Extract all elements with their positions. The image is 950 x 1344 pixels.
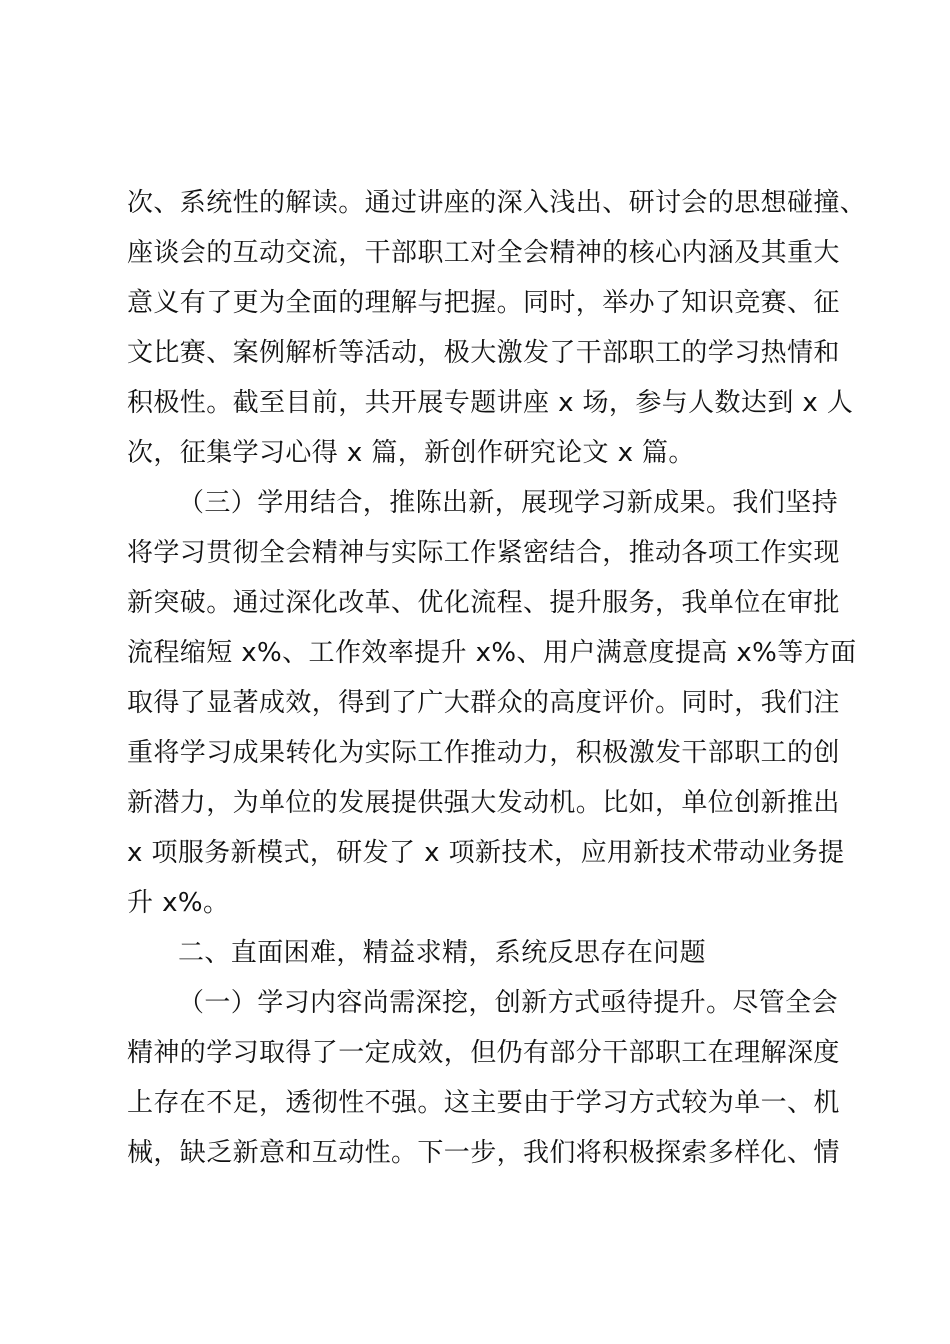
paragraph-heading-line: （一）学习内容尚需深挖，创新方式亟待提升。尽管全会	[178, 988, 839, 1018]
text-line: 次、系统性的解读。通过讲座的深入浅出、研讨会的思想碰撞、	[127, 188, 867, 218]
text-line: 新潜力，为单位的发展提供强大发动机。比如，单位创新推出	[127, 788, 840, 818]
text-line: 械，缺乏新意和互动性。下一步，我们将积极探索多样化、情	[127, 1138, 840, 1168]
text-line: 升 x%。	[127, 888, 230, 918]
text-line: 座谈会的互动交流，干部职工对全会精神的核心内涵及其重大	[127, 238, 840, 268]
text-line: 积极性。截至目前，共开展专题讲座 x 场，参与人数达到 x 人	[127, 388, 854, 418]
text-line: 取得了显著成效，得到了广大群众的高度评价。同时，我们注	[127, 688, 840, 718]
section-heading: 二、直面困难，精益求精，系统反思存在问题	[178, 938, 707, 968]
text-line: 文比赛、案例解析等活动，极大激发了干部职工的学习热情和	[127, 338, 840, 368]
text-line: 意义有了更为全面的理解与把握。同时，举办了知识竞赛、征	[127, 288, 840, 318]
text-line: 流程缩短 x%、工作效率提升 x%、用户满意度提高 x%等方面	[127, 638, 857, 668]
text-line: 精神的学习取得了一定成效，但仍有部分干部职工在理解深度	[127, 1038, 840, 1068]
text-line: 上存在不足，透彻性不强。这主要由于学习方式较为单一、机	[127, 1088, 840, 1118]
paragraph-heading-line: （三）学用结合，推陈出新，展现学习新成果。我们坚持	[178, 488, 839, 518]
text-line: 新突破。通过深化改革、优化流程、提升服务，我单位在审批	[127, 588, 840, 618]
text-line: 将学习贯彻全会精神与实际工作紧密结合，推动各项工作实现	[127, 538, 840, 568]
text-line: 重将学习成果转化为实际工作推动力，积极激发干部职工的创	[127, 738, 840, 768]
text-line: x 项服务新模式，研发了 x 项新技术，应用新技术带动业务提	[127, 838, 845, 868]
text-line: 次，征集学习心得 x 篇，新创作研究论文 x 篇。	[127, 438, 695, 468]
